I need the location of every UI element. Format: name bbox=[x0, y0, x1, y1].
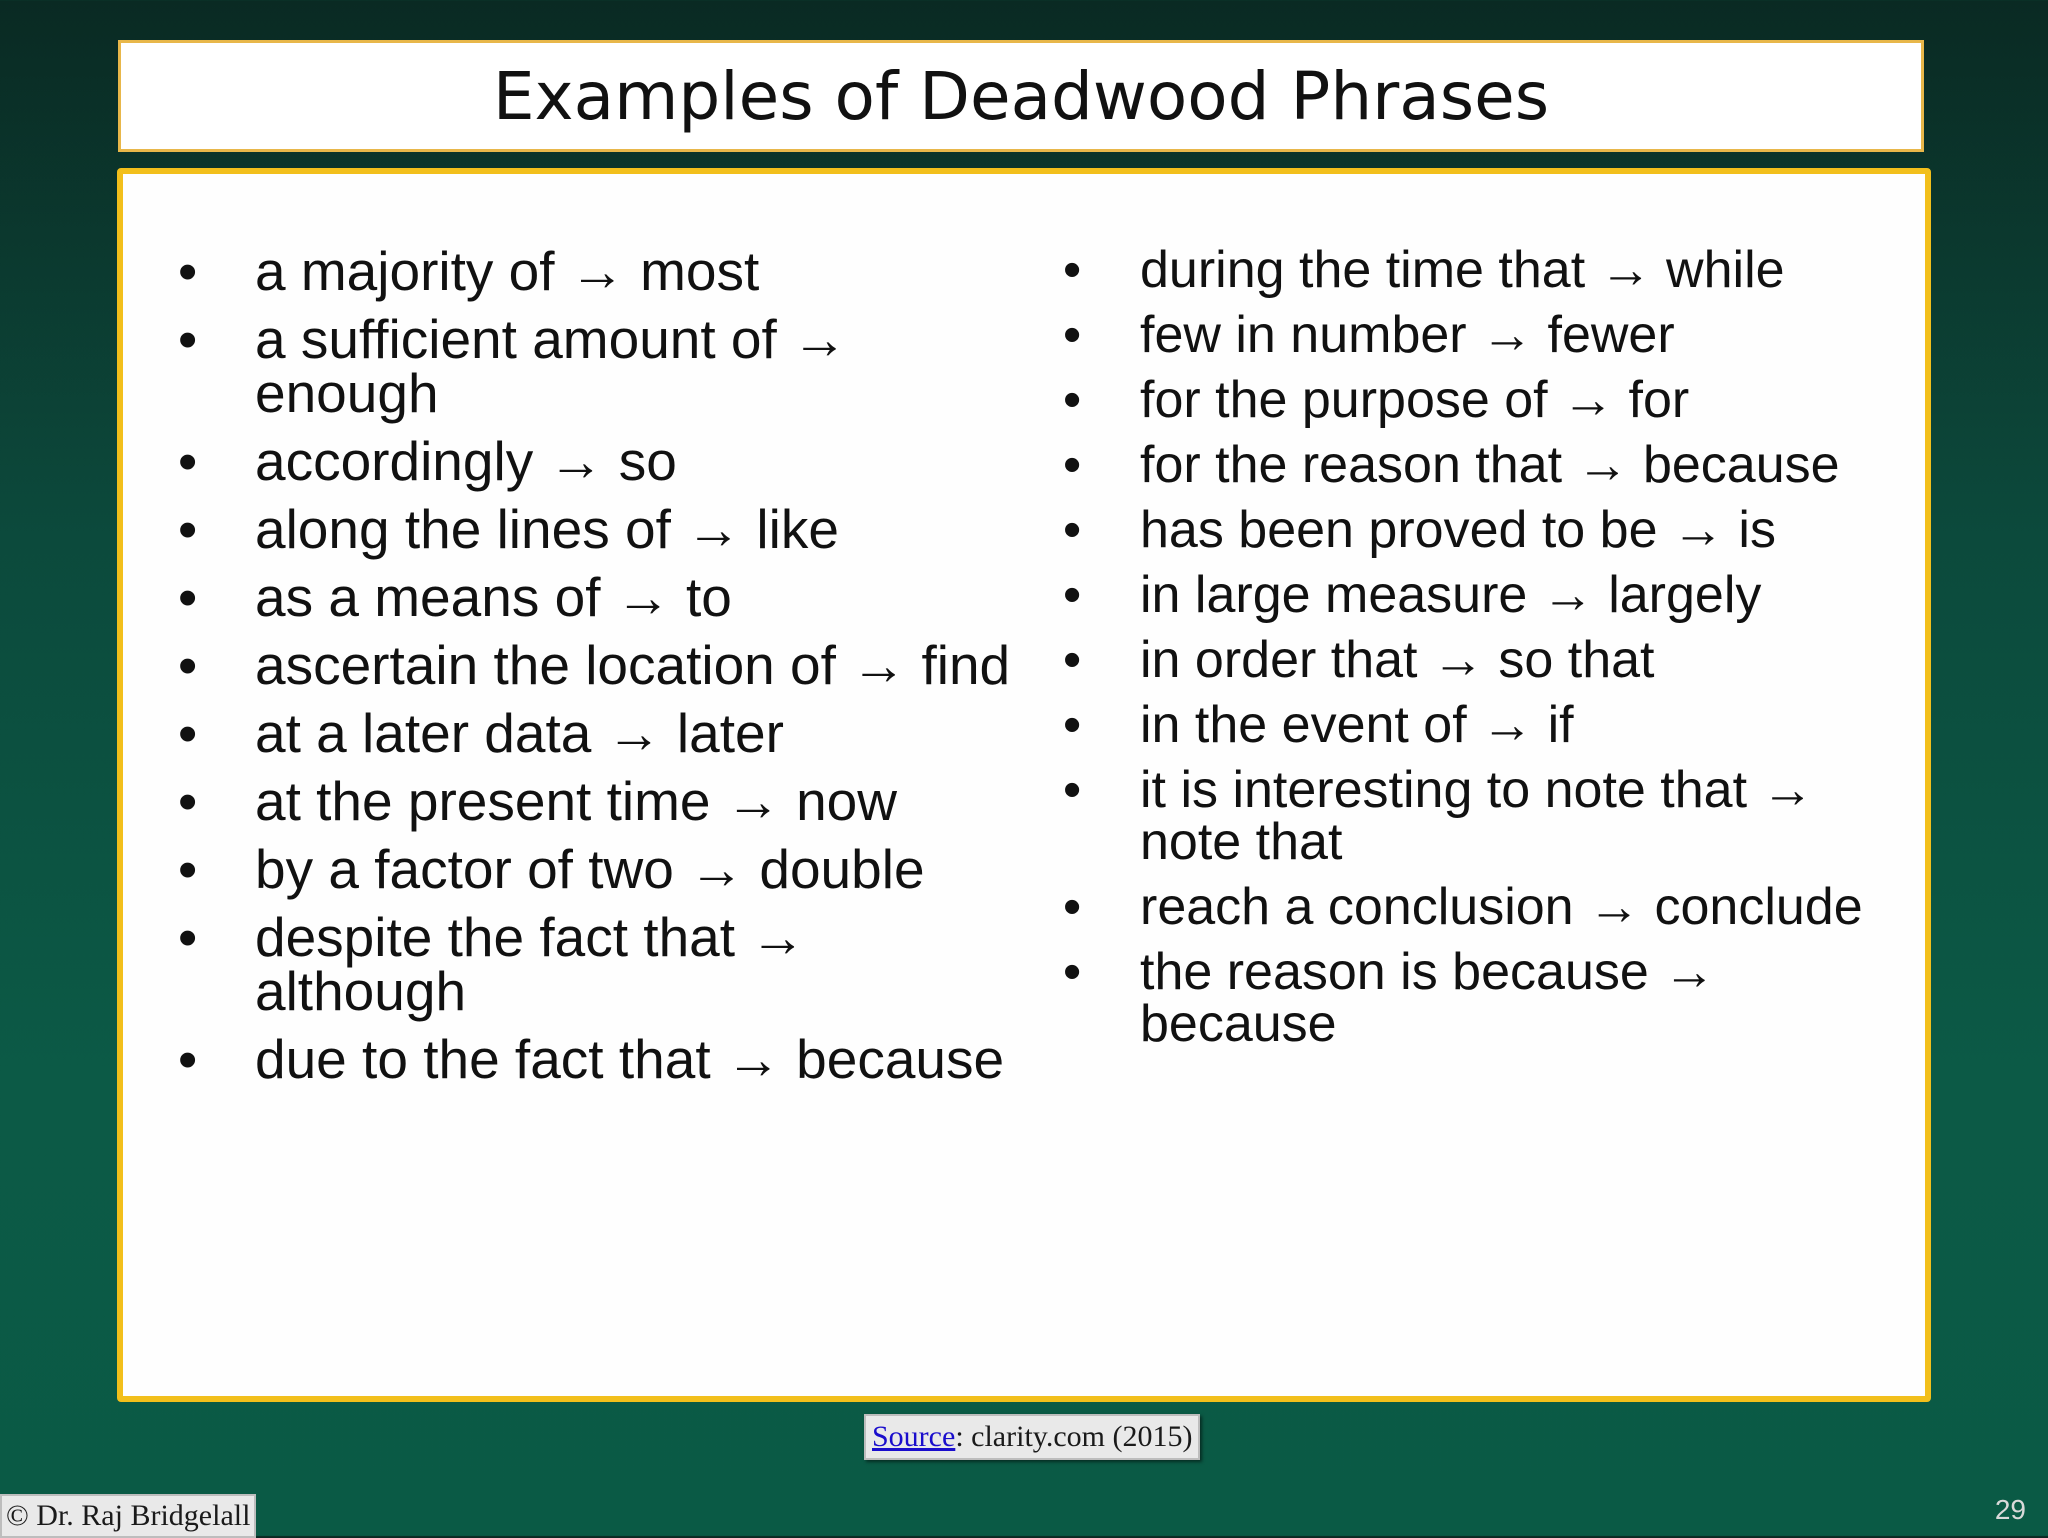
phrase-text: ascertain the location of → find bbox=[255, 634, 1011, 696]
phrase-item bbox=[1063, 943, 1883, 1053]
phrase-text: for the purpose of → for bbox=[1140, 371, 1690, 429]
phrase-text: along the lines of → like bbox=[255, 498, 839, 560]
phrase-item bbox=[1063, 631, 1883, 689]
bullet-icon: • bbox=[178, 430, 198, 492]
phrase-text: due to the fact that → because bbox=[255, 1028, 1005, 1090]
bullet-icon: • bbox=[178, 770, 198, 832]
left-phrase-list bbox=[178, 240, 1018, 1100]
phrase-text: during the time that → while bbox=[1140, 241, 1785, 299]
source-link[interactable]: Source bbox=[872, 1420, 956, 1453]
slide-title: Examples of Deadwood Phrases bbox=[492, 57, 1550, 135]
phrase-text: has been proved to be → is bbox=[1140, 501, 1776, 559]
phrase-item bbox=[178, 308, 1018, 424]
bullet-icon: • bbox=[1063, 306, 1082, 364]
phrase-item bbox=[178, 634, 1018, 696]
bullet-icon: • bbox=[1063, 696, 1082, 754]
phrase-text: in large measure → largely bbox=[1140, 566, 1762, 624]
source-citation bbox=[864, 1414, 1200, 1460]
phrase-text: a majority of → most bbox=[255, 240, 760, 302]
phrase-item bbox=[178, 1028, 1018, 1090]
phrase-item bbox=[178, 906, 1018, 1022]
bullet-icon: • bbox=[178, 906, 198, 968]
phrase-text: at the present time → now bbox=[255, 770, 897, 832]
phrase-item bbox=[1063, 696, 1883, 754]
phrase-text: it is interesting to note that → note that bbox=[1140, 761, 1814, 871]
phrase-text: the reason is because → because bbox=[1140, 943, 1716, 1053]
bullet-icon: • bbox=[178, 634, 198, 696]
bullet-icon: • bbox=[178, 498, 198, 560]
phrase-item bbox=[1063, 241, 1883, 299]
bullet-icon: • bbox=[178, 308, 198, 370]
phrase-item bbox=[1063, 436, 1883, 494]
bullet-icon: • bbox=[1063, 371, 1082, 429]
phrase-item bbox=[178, 770, 1018, 832]
bullet-icon: • bbox=[178, 1028, 198, 1090]
bullet-icon: • bbox=[1063, 943, 1082, 1001]
bullet-icon: • bbox=[178, 240, 198, 302]
bullet-icon: • bbox=[1063, 241, 1082, 299]
right-phrase-list bbox=[1063, 241, 1883, 1063]
phrase-text: reach a conclusion → conclude bbox=[1140, 878, 1863, 936]
phrase-text: in the event of → if bbox=[1140, 696, 1574, 754]
phrase-item bbox=[1063, 566, 1883, 624]
phrase-text: in order that → so that bbox=[1140, 631, 1655, 689]
phrase-item bbox=[1063, 371, 1883, 429]
phrase-text: by a factor of two → double bbox=[255, 838, 925, 900]
content-panel bbox=[117, 168, 1931, 1402]
bullet-icon: • bbox=[178, 566, 198, 628]
bullet-icon: • bbox=[178, 702, 198, 764]
phrase-item bbox=[1063, 878, 1883, 936]
phrase-item bbox=[1063, 501, 1883, 559]
phrase-text: as a means of → to bbox=[255, 566, 732, 628]
phrase-text: at a later data → later bbox=[255, 702, 784, 764]
page-number: 29 bbox=[1994, 1494, 2026, 1525]
phrase-text: accordingly → so bbox=[255, 430, 677, 492]
title-box bbox=[118, 40, 1924, 152]
bullet-icon: • bbox=[1063, 631, 1082, 689]
phrase-item bbox=[178, 566, 1018, 628]
phrase-item bbox=[1063, 761, 1883, 871]
bullet-icon: • bbox=[1063, 878, 1082, 936]
phrase-text: a sufficient amount of → enough bbox=[255, 308, 848, 424]
bullet-icon: • bbox=[1063, 436, 1082, 494]
bullet-icon: • bbox=[1063, 566, 1082, 624]
copyright-label: © Dr. Raj Bridgelall bbox=[0, 1494, 256, 1538]
phrase-item bbox=[178, 240, 1018, 302]
phrase-item bbox=[178, 430, 1018, 492]
phrase-text: despite the fact that → although bbox=[255, 906, 806, 1022]
phrase-item bbox=[178, 498, 1018, 560]
phrase-item bbox=[178, 702, 1018, 764]
phrase-text: few in number → fewer bbox=[1140, 306, 1675, 364]
bullet-icon: • bbox=[1063, 501, 1082, 559]
bullet-icon: • bbox=[1063, 761, 1082, 819]
phrase-item bbox=[1063, 306, 1883, 364]
bullet-icon: • bbox=[178, 838, 198, 900]
source-text: : clarity.com (2015) bbox=[955, 1420, 1193, 1453]
phrase-item bbox=[178, 838, 1018, 900]
phrase-text: for the reason that → because bbox=[1140, 436, 1840, 494]
